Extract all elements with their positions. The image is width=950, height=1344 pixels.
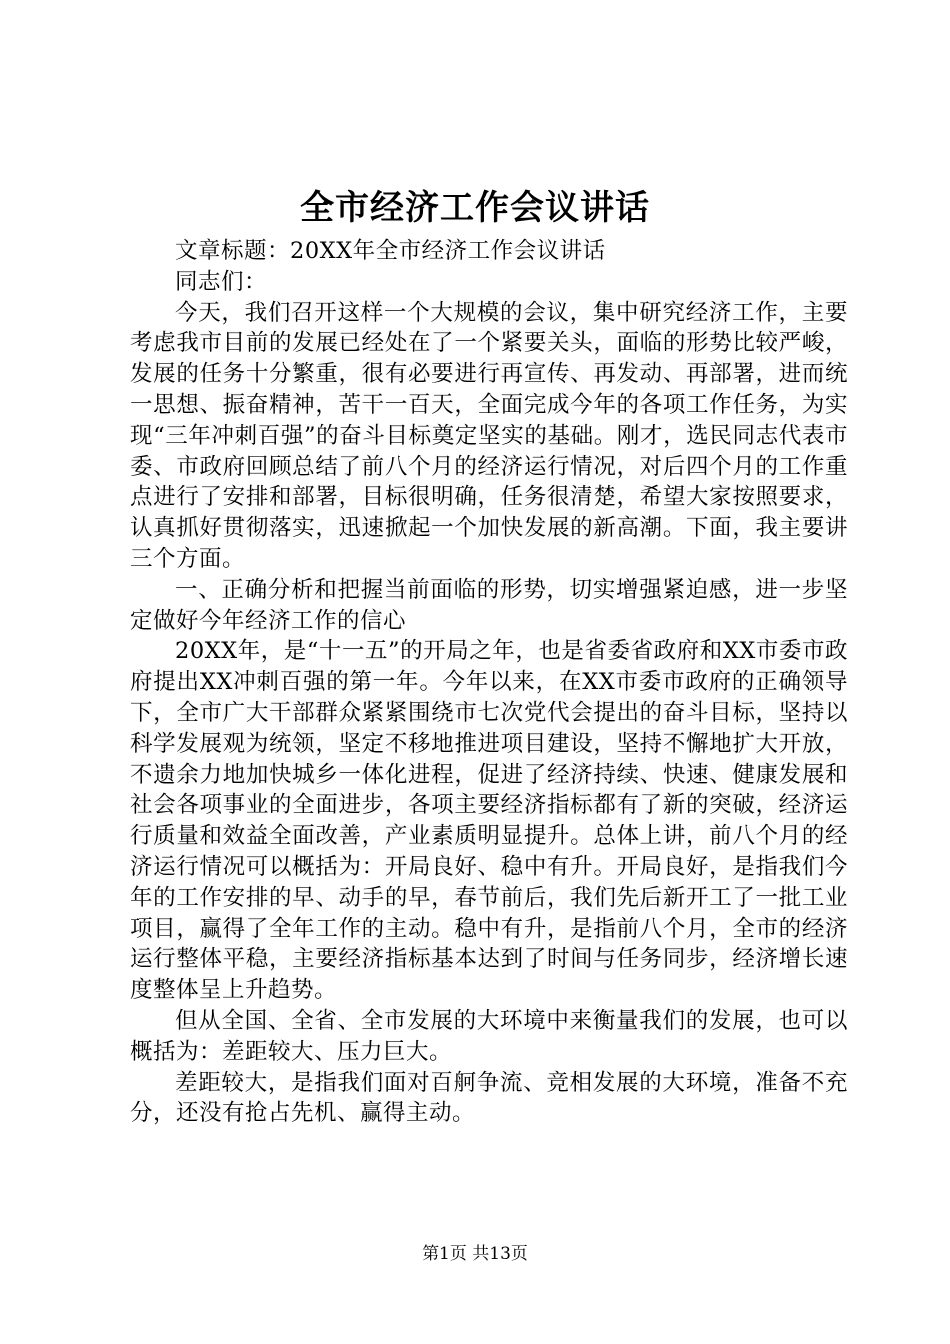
salutation: 同志们： bbox=[175, 268, 268, 295]
document-body bbox=[130, 236, 848, 1129]
paragraph-gap: 但从全国、全省、全市发展的大环境中来衡量我们的发展，也可以概括为：差距较大、压力巨大。 bbox=[130, 1007, 848, 1065]
paragraph-intro: 今天，我们召开这样一个大规模的会议，集中研究经济工作，主要考虑我市目前的发展已经处在了一个紧要关头，面临的形势比较严峻，发展的任务十分繁重，很有必要进行再宣传、再发动、再部署，进而统一思想、振奋精神，苦干一百天，全面完成今年的各项工作任务，为实现“三年冲刺百强”的奋斗目标奠定坚实的基础。刚才，选民同志代表市委、市政府回顾总结了前八个月的经济运行情况，对后四个月的工作重点进行了安排和部署，目标很明确，任务很清楚，希望大家按照要求，认真抓好贯彻落实，迅速掀起一个加快发展的新高潮。下面，我主要讲三个方面。 bbox=[130, 299, 848, 572]
paragraph-review: 20XX年，是“十一五”的开局之年，也是省委省政府和XX市委市政府提出XX冲刺百强的第一年。今年以来，在XX市委市政府的正确领导下，全市广大干部群众紧紧围绕市七次党代会提出的奋斗目标，坚持以科学发展观为统领，坚定不移地推进项目建设，坚持不懈地扩大开放，不遗余力地加快城乡一体化进程，促进了经济持续、快速、健康发展和社会各项事业的全面进步，各项主要经济指标都有了新的突破，经济运行质量和效益全面改善，产业素质明显提升。总体上讲，前八个月的经济运行情况可以概括为：开局良好、稳中有升。开局良好，是指我们今年的工作安排的早、动手的早，春节前后，我们先后新开工了一批工业项目，赢得了全年工作的主动。稳中有升，是指前八个月，全市的经济运行整体平稳，主要经济指标基本达到了时间与任务同步，经济增长速度整体呈上升趋势。 bbox=[130, 638, 848, 1004]
paragraph-gap-detail: 差距较大，是指我们面对百舸争流、竞相发展的大环境，准备不充分，还没有抢占先机、赢得主动。 bbox=[130, 1069, 848, 1127]
article-title-line: 文章标题：20XX年全市经济工作会议讲话 bbox=[175, 238, 606, 264]
page-footer: 第1页 共13页 bbox=[422, 1244, 528, 1264]
section-heading-1: 一、正确分析和把握当前面临的形势，切实增强紧迫感，进一步坚定做好今年经济工作的信心 bbox=[130, 576, 848, 634]
document-title: 全市经济工作会议讲话 bbox=[300, 188, 650, 228]
